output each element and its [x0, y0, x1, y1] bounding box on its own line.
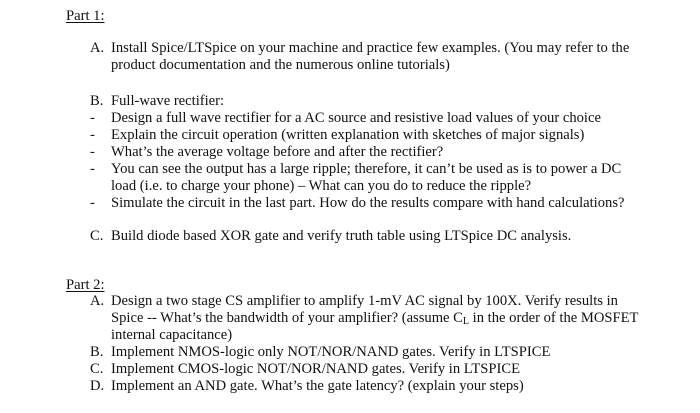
part2-item-a-line-2: [111, 310, 638, 327]
part1-item-a-text: [111, 40, 629, 74]
part2-heading: Part 2:: [66, 277, 105, 293]
part1-b-bullet-4-line-1: You can see the output has a large ripple; therefore, it can’t be used as is to power a DC: [111, 161, 622, 177]
part1-b-bullet-3: What’s the average voltage before and after the rectifier?: [111, 144, 444, 160]
capacitance-subscript: L: [462, 316, 470, 327]
part1-item-a-line-2: product documentation and the numerous online tutorials): [111, 57, 450, 73]
part2-item-d-marker: D.: [90, 378, 105, 394]
part2-item-b-marker: B.: [90, 344, 104, 360]
part1-b-bullet-2: Explain the circuit operation (written explanation with sketches of major signals): [111, 127, 585, 143]
bullet-dash: -: [90, 110, 95, 126]
part2-item-b-text: Implement NMOS-logic only NOT/NOR/NAND gates. Verify in LTSPICE: [111, 344, 551, 360]
part1-b-bullet-4-line-2: load (i.e. to charge your phone) – What can you do to reduce the ripple?: [111, 178, 532, 194]
part2-item-a-line-2-post: in the order of the MOSFET: [469, 310, 639, 326]
part1-b-bullet-5: Simulate the circuit in the last part. How do the results compare with hand calculations?: [111, 195, 625, 211]
bullet-dash: -: [90, 161, 95, 177]
part1-item-c-marker: C.: [90, 228, 104, 244]
part2-item-a-text: [111, 293, 638, 344]
part2-item-a-line-3: internal capacitance): [111, 327, 233, 343]
part1-item-b-heading: Full-wave rectifier:: [111, 93, 225, 109]
part2-item-a-line-1: Design a two stage CS amplifier to amplify 1-mV AC signal by 100X. Verify results in: [111, 293, 618, 309]
part2-item-c-text: Implement CMOS-logic NOT/NOR/NAND gates. Verify in LTSPICE: [111, 361, 521, 377]
part1-heading: Part 1:: [66, 8, 105, 24]
part2-item-a-line-2-pre: Spice -- What’s the bandwidth of your amplifier? (assume C: [111, 310, 463, 326]
bullet-dash: -: [90, 127, 95, 143]
part1-item-a-line-1: Install Spice/LTSpice on your machine and practice few examples. (You may refer to the: [111, 40, 630, 56]
part1-item-a-marker: A.: [90, 40, 105, 56]
part2-item-d-text: Implement an AND gate. What’s the gate latency? (explain your steps): [111, 378, 524, 394]
part1-item-c-text: Build diode based XOR gate and verify truth table using LTSpice DC analysis.: [111, 228, 572, 244]
part1-b-bullet-1: Design a full wave rectifier for a AC source and resistive load values of your choice: [111, 110, 601, 126]
part2-item-c-marker: C.: [90, 361, 104, 377]
part1-item-b-marker: B.: [90, 93, 104, 109]
part2-item-a-marker: A.: [90, 293, 105, 309]
bullet-dash: -: [90, 195, 95, 211]
bullet-dash: -: [90, 144, 95, 160]
